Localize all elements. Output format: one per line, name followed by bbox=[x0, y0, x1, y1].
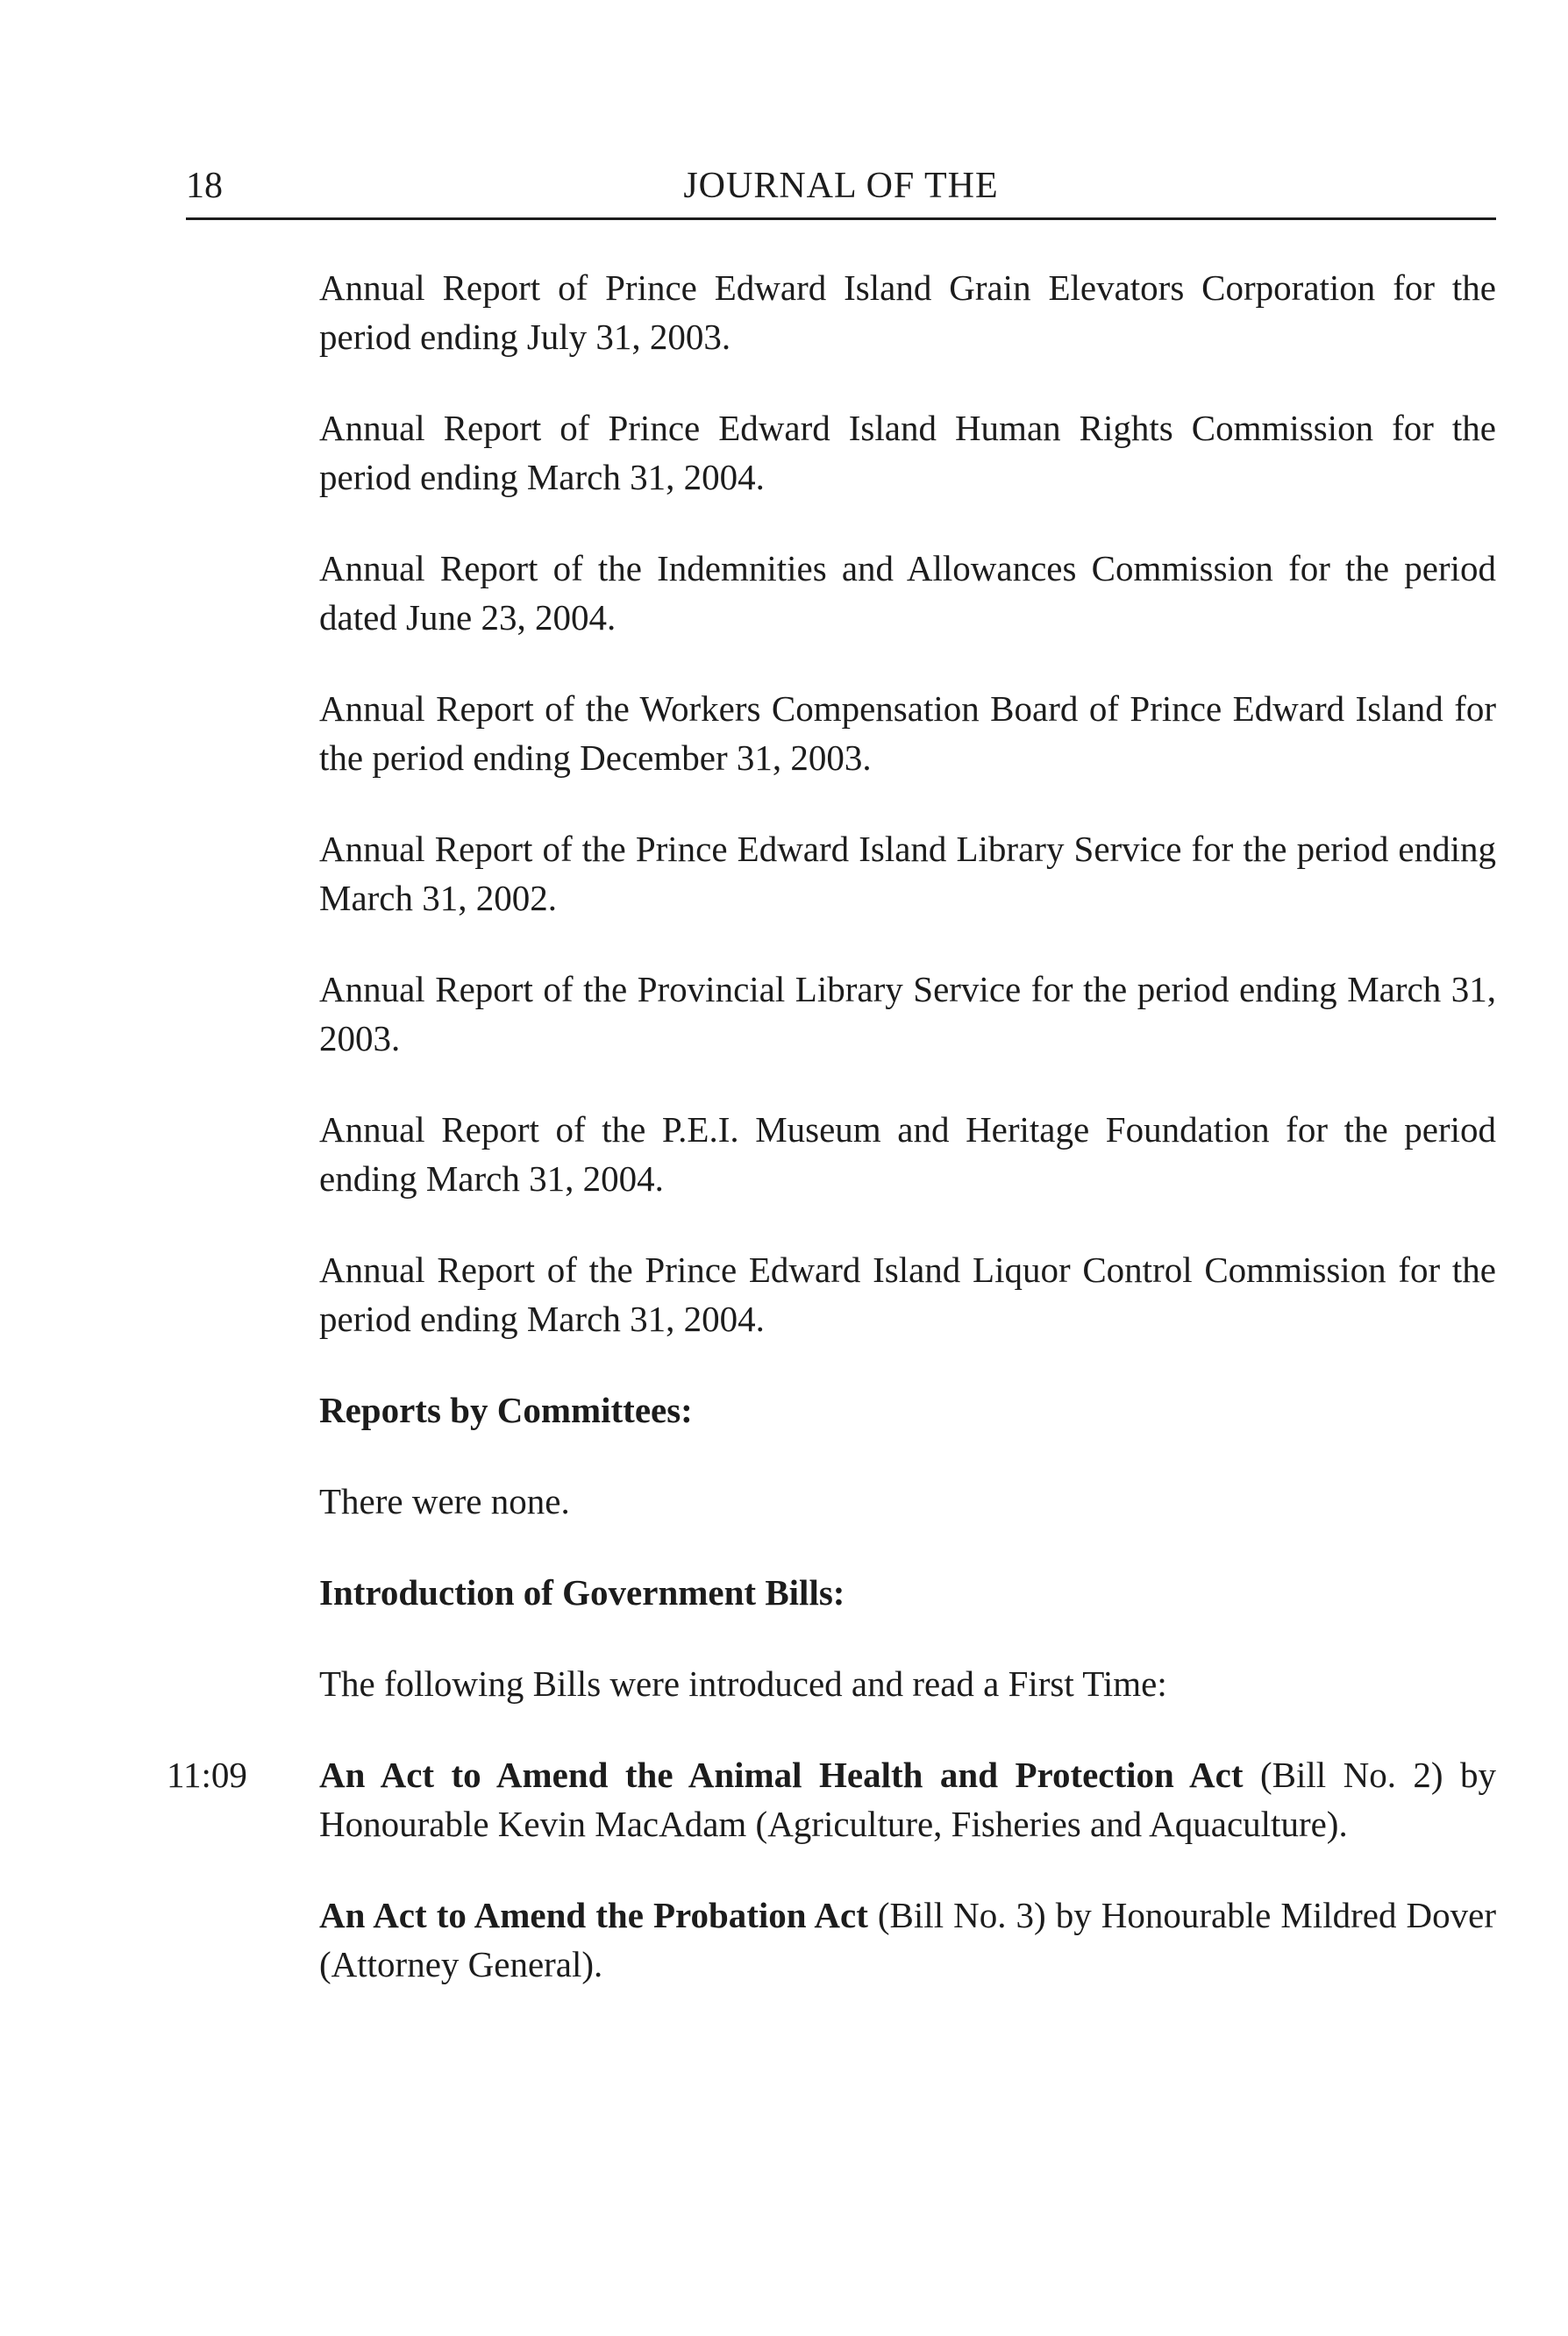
bill-entry bbox=[319, 1891, 1496, 1989]
running-title: JOURNAL OF THE bbox=[683, 166, 999, 206]
report-item: Annual Report of Prince Edward Island Human Rights Commission for the period ending March 31, 2004. bbox=[319, 408, 1496, 497]
government-bills-intro: The following Bills were introduced and read a First Time: bbox=[319, 1663, 1167, 1704]
report-item: Annual Report of the Prince Edward Island Library Service for the period ending March 31, 2002. bbox=[319, 829, 1496, 918]
report-item: Annual Report of the Provincial Library Service for the period ending March 31, 2003. bbox=[319, 969, 1496, 1058]
page-body bbox=[167, 263, 1497, 2031]
report-item: Annual Report of the Prince Edward Island Liquor Control Commission for the period ending March 31, 2004. bbox=[319, 1250, 1496, 1339]
page-number: 18 bbox=[186, 166, 223, 206]
page-header bbox=[186, 158, 1496, 224]
report-item: Annual Report of Prince Edward Island Grain Elevators Corporation for the period ending July 31, 2003. bbox=[319, 267, 1496, 357]
bill-details: (Bill No. 2) by Honourable Kevin MacAdam (Agriculture, Fisheries and Aquaculture). bbox=[319, 1755, 1497, 1844]
bill-time: 11:09 bbox=[167, 1755, 247, 1795]
report-item: Annual Report of the P.E.I. Museum and Heritage Foundation for the period ending March 31, 2004. bbox=[319, 1109, 1496, 1199]
bill-title: An Act to Amend the Animal Health and Protection Act bbox=[319, 1755, 1244, 1795]
bill-entry bbox=[167, 1750, 1497, 1848]
government-bills-heading: Introduction of Government Bills: bbox=[319, 1572, 845, 1613]
committees-text: There were none. bbox=[319, 1481, 570, 1521]
report-item: Annual Report of the Indemnities and Allowances Commission for the period dated June 23, 2004. bbox=[319, 548, 1496, 637]
header-rule bbox=[186, 217, 1496, 220]
committees-heading: Reports by Committees: bbox=[319, 1390, 693, 1430]
report-item: Annual Report of the Workers Compensation Board of Prince Edward Island for the period ending December 31, 2003. bbox=[319, 688, 1496, 778]
bill-details: (Bill No. 3) by Honourable Mildred Dover (Attorney General). bbox=[319, 1895, 1496, 1984]
bill-title: An Act to Amend the Probation Act bbox=[319, 1895, 868, 1935]
